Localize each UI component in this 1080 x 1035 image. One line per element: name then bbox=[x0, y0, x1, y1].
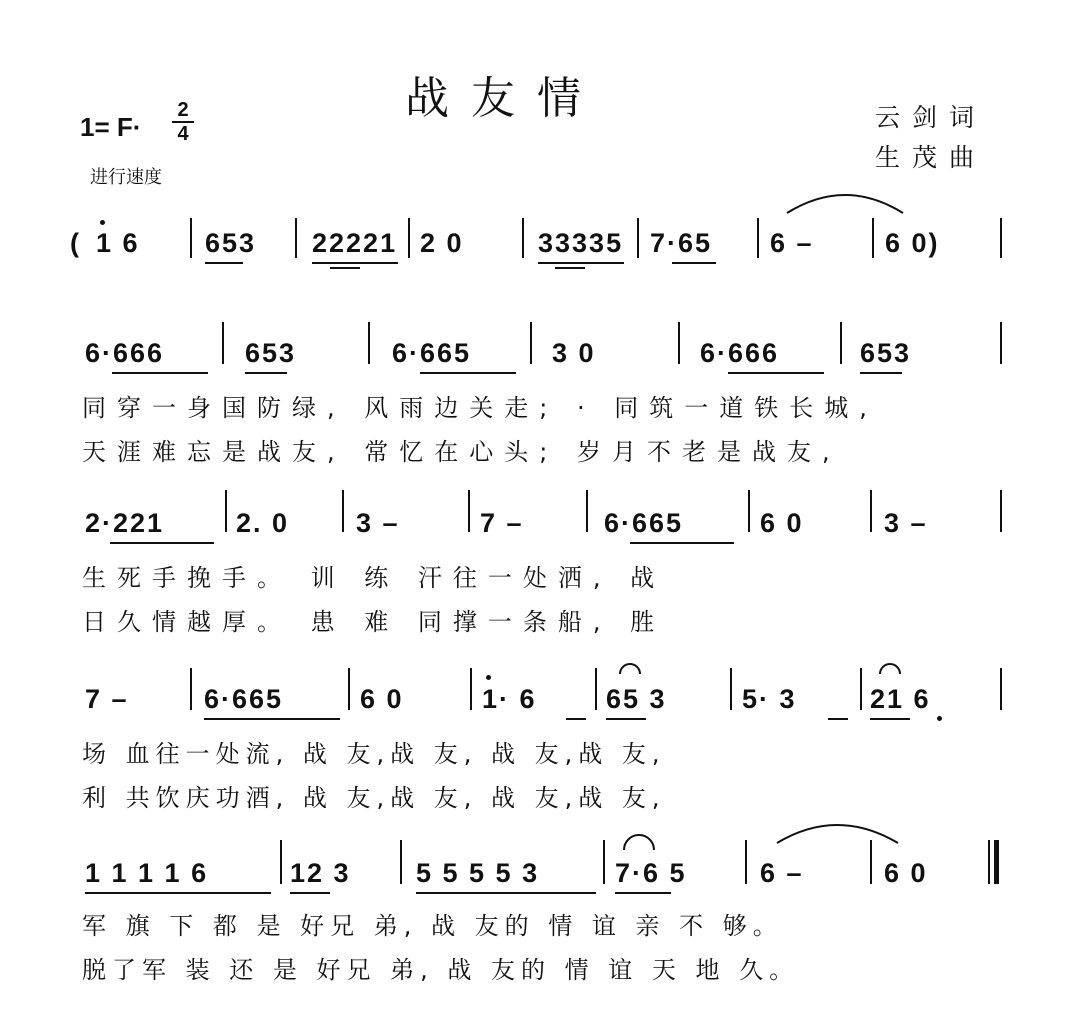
l4-measure-6: 6 0 bbox=[884, 858, 928, 888]
intro-measure-5: 33335 bbox=[538, 228, 624, 258]
composer-credit: 生茂曲 bbox=[875, 143, 987, 172]
l2-measure-1: 2·221 bbox=[85, 508, 165, 538]
l2-measure-3: 3 – bbox=[356, 508, 400, 538]
intro-measure-2: 653 bbox=[205, 228, 257, 258]
l3-measure-2: 6·665 bbox=[204, 684, 284, 714]
intro-measure-7: 6 – bbox=[770, 228, 814, 258]
intro-measure-6: 7·65 bbox=[650, 228, 713, 258]
intro-measure-8: 6 0) bbox=[885, 228, 940, 258]
l2-lyric-verse-2: 日久情越厚。 患 难 同撑一条船, 胜 bbox=[82, 608, 666, 636]
time-top: 2 bbox=[177, 99, 189, 121]
page-title: 战友情 bbox=[405, 73, 603, 124]
l1-measure-5: 6·666 bbox=[700, 338, 780, 368]
intro-measure-4: 2 0 bbox=[420, 228, 464, 258]
l3-measure-7: 21 6 bbox=[870, 684, 931, 714]
l4-measure-3: 5 5 5 5 3 bbox=[416, 858, 540, 888]
l4-measure-4: 7·6 5 bbox=[615, 858, 687, 888]
l1-lyric-verse-2: 天涯难忘是战友, 常忆在心头; 岁月不老是战友, bbox=[82, 438, 841, 466]
l3-measure-4: 1· 6 bbox=[482, 684, 537, 714]
time-bottom: 4 bbox=[177, 123, 189, 145]
l3-lyric-verse-1: 场 血往一处流, 战 友,战 友, 战 友,战 友, bbox=[82, 740, 666, 768]
lyricist-credit: 云剑词 bbox=[875, 103, 987, 132]
l4-measure-5: 6 – bbox=[760, 858, 804, 888]
time-signature bbox=[172, 100, 194, 144]
l3-lyric-verse-2: 利 共饮庆功酒, 战 友,战 友, 战 友,战 友, bbox=[82, 784, 666, 812]
intro-measure-1: 1 6 bbox=[96, 228, 140, 258]
intro-slur bbox=[785, 185, 905, 215]
l4-slur-2 bbox=[775, 815, 900, 845]
l3-measure-6: 5· 3 bbox=[742, 684, 797, 714]
l1-measure-3: 6·665 bbox=[392, 338, 472, 368]
intro-open-paren: ( bbox=[70, 228, 81, 258]
l3-slur-2 bbox=[878, 660, 902, 676]
l3-measure-5: 65 3 bbox=[606, 684, 667, 714]
l3-measure-1: 7 – bbox=[85, 684, 129, 714]
intro-measure-3: 22221 bbox=[312, 228, 398, 258]
l1-measure-2: 653 bbox=[245, 338, 297, 368]
l4-slur-1 bbox=[622, 832, 656, 852]
l1-lyric-verse-1: 同穿一身国防绿, 风雨边关走; · 同筑一道铁长城, bbox=[82, 394, 878, 422]
l4-lyric-verse-1: 军 旗 下 都 是 好兄 弟, 战 友的 情 谊 亲 不 够。 bbox=[82, 912, 783, 940]
key-signature: 1= F· bbox=[80, 112, 142, 142]
l1-measure-1: 6·666 bbox=[85, 338, 165, 368]
l1-measure-4: 3 0 bbox=[552, 338, 596, 368]
l2-measure-6: 6 0 bbox=[760, 508, 804, 538]
tempo-marking: 进行速度 bbox=[90, 167, 162, 188]
l2-measure-5: 6·665 bbox=[604, 508, 684, 538]
l1-measure-6: 653 bbox=[860, 338, 912, 368]
l3-measure-3: 6 0 bbox=[360, 684, 404, 714]
l2-measure-2: 2. 0 bbox=[236, 508, 290, 538]
l2-measure-7: 3 – bbox=[884, 508, 928, 538]
l4-measure-1: 1 1 1 1 6 bbox=[85, 858, 209, 888]
l3-slur-1 bbox=[618, 660, 642, 676]
l4-measure-2: 12 3 bbox=[290, 858, 351, 888]
l4-lyric-verse-2: 脱了军 装 还 是 好兄 弟, 战 友的 情 谊 天 地 久。 bbox=[82, 956, 800, 984]
l2-lyric-verse-1: 生死手挽手。 训 练 汗往一处洒, 战 bbox=[82, 564, 666, 592]
l2-measure-4: 7 – bbox=[480, 508, 524, 538]
